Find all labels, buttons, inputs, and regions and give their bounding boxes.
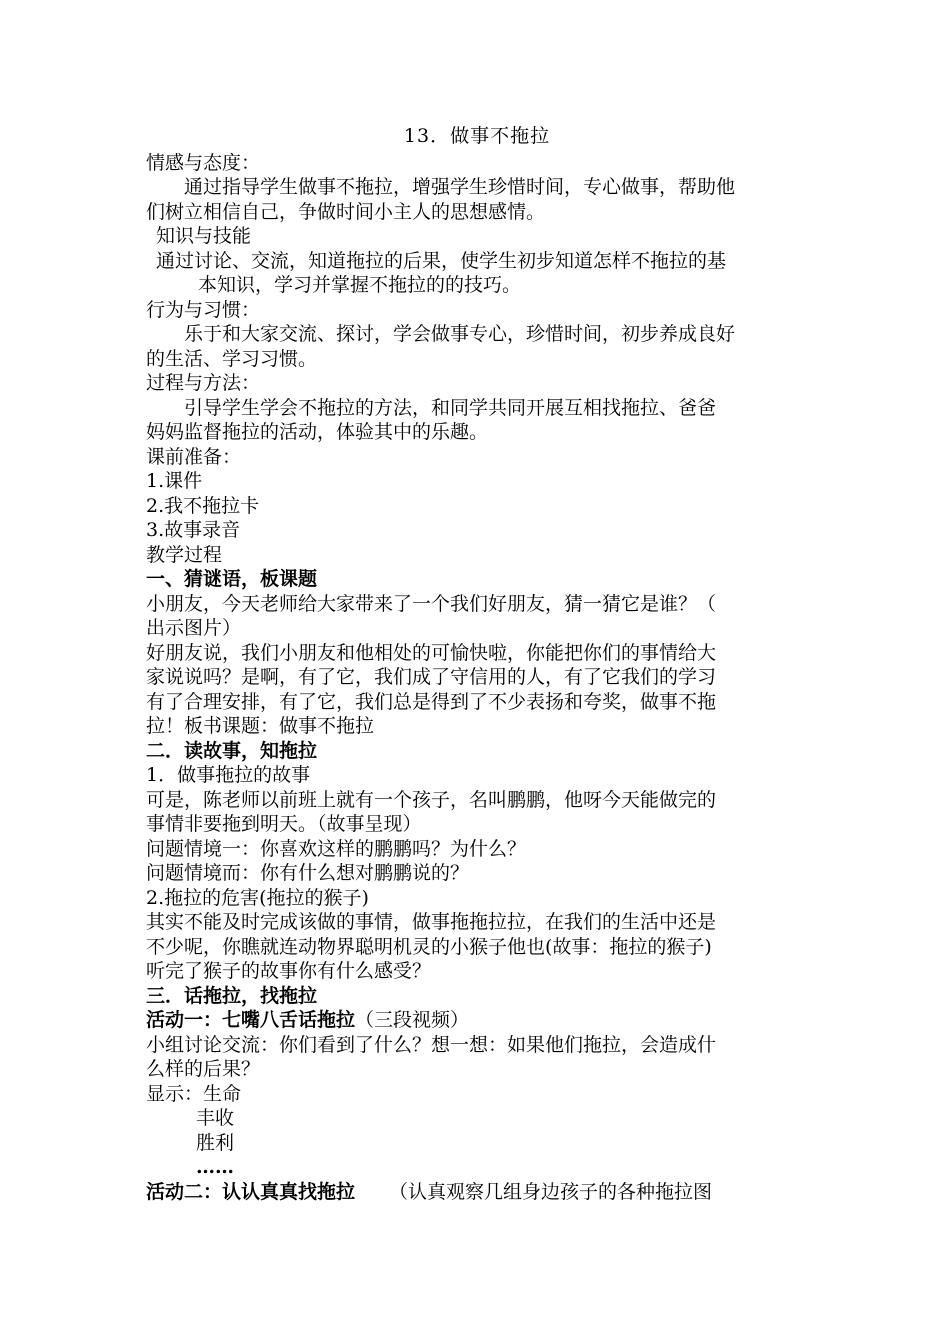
paragraph-line: 引导学生学会不拖拉的方法，和同学共同开展互相找拖拉、爸爸 (184, 396, 717, 419)
sub-heading: 2.拖拉的危害(拖拉的猴子) (146, 886, 369, 909)
section-heading-teaching: 教学过程 (146, 543, 223, 566)
paragraph-line: 的生活、学习习惯。 (146, 347, 318, 370)
document-body (146, 124, 808, 1204)
activity-note: （认真观察几组身边孩子的各种拖拉图 (389, 1180, 713, 1203)
part-heading-1: 一、猜谜语，板课题 (146, 568, 318, 590)
page-title: 13．做事不拖拉 (403, 125, 551, 147)
list-item: 3.故事录音 (146, 519, 241, 541)
activity-line (146, 1008, 808, 1033)
paragraph-line: 么样的后果？ (146, 1058, 261, 1080)
activity-note: （三段视频） (355, 1009, 470, 1031)
part-heading-2: 二．读故事，知拖拉 (146, 739, 318, 762)
paragraph-line: 听完了猴子的故事你有什么感受？ (146, 960, 432, 982)
paragraph-line: 通过指导学生做事不拖拉，增强学生珍惜时间，专心做事，帮助他 (184, 176, 736, 198)
paragraph-line: 小朋友，今天老师给大家带来了一个我们好朋友，猜一猜它是谁？（ (146, 592, 717, 615)
paragraph-line: 可是，陈老师以前班上就有一个孩子，名叫鹏鹏，他呀今天能做完的 (146, 788, 717, 811)
list-item: 2.我不拖拉卡 (146, 494, 260, 517)
paragraph-line: 乐于和大家交流、探讨，学会做事专心，珍惜时间，初步养成良好 (184, 323, 736, 345)
list-item: 1.课件 (146, 470, 203, 492)
show-item: …… (196, 1156, 234, 1178)
paragraph-line: 好朋友说，我们小朋友和他相处的可愉快啦，你能把你们的事情给大 (146, 641, 717, 664)
paragraph-line: 通过讨论、交流，知道拖拉的后果，使学生初步知道怎样不拖拉的基 (156, 249, 727, 272)
paragraph-line: 出示图片） (146, 617, 242, 639)
paragraph-line: 家说说吗？是啊，有了它，我们成了守信用的人，有了它我们的学习 (146, 666, 717, 688)
paragraph-line: 本知识，学习并掌握不拖拉的的技巧。 (198, 274, 522, 296)
sub-heading: 1．做事拖拉的故事 (146, 764, 311, 786)
show-item: 胜利 (196, 1131, 235, 1154)
part-heading-3: 三．话拖拉，找拖拉 (146, 984, 318, 1007)
paragraph-line: 其实不能及时完成该做的事情，做事拖拖拉拉，在我们的生活中还是 (146, 911, 717, 933)
section-heading-process: 过程与方法： (146, 372, 261, 394)
paragraph-line: 妈妈监督拖拉的活动，体验其中的乐趣。 (146, 421, 489, 443)
section-heading-behavior: 行为与习惯： (146, 298, 261, 321)
activity-title: 活动二：认认真真找拖拉 (146, 1180, 356, 1203)
paragraph-line: 们树立相信自己，争做时间小主人的思想感情。 (146, 200, 546, 223)
paragraph-line: 事情非要拖到明天。（故事呈现） (146, 813, 422, 835)
question-line: 问题情境一：你喜欢这样的鹏鹏吗？为什么？ (146, 837, 527, 860)
section-heading-knowledge: 知识与技能 (156, 225, 252, 247)
question-line: 问题情境而：你有什么想对鹏鹏说的？ (146, 862, 470, 884)
section-heading-emotion: 情感与态度： (146, 151, 261, 174)
activity-line (146, 1180, 808, 1205)
section-heading-prep: 课前准备： (146, 445, 242, 468)
paragraph-line: 不少呢，你瞧就连动物界聪明机灵的小猴子他也(故事：拖拉的猴子) (146, 935, 712, 958)
show-item: 丰收 (196, 1107, 235, 1129)
paragraph-line: 小组讨论交流：你们看到了什么？想一想：如果他们拖拉，会造成什 (146, 1033, 717, 1056)
paragraph-line: 拉！板书课题：做事不拖拉 (146, 715, 375, 737)
activity-title: 活动一：七嘴八舌话拖拉 (146, 1009, 356, 1031)
paragraph-line: 有了合理安排，有了它，我们总是得到了不少表扬和夸奖，做事不拖 (146, 690, 717, 713)
show-label: 显示：生命 (146, 1082, 242, 1105)
